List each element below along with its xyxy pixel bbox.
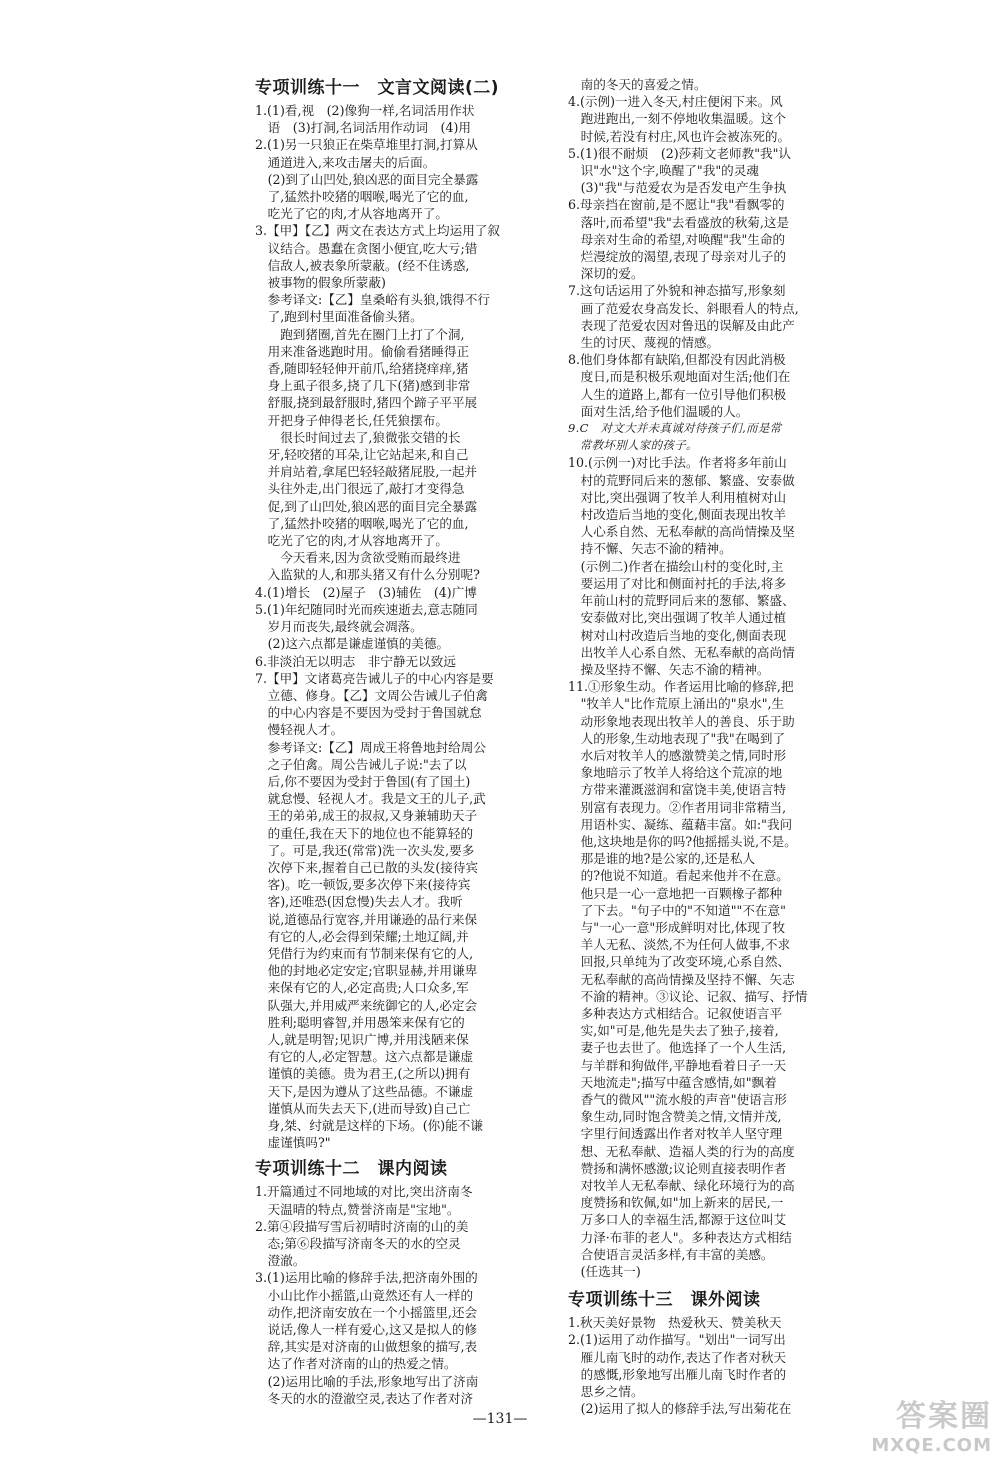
text-line: 10.(示例一)对比手法。作者将多年前山 bbox=[568, 455, 787, 471]
text-line: 了,跑到村里面准备偷头猪。 bbox=[255, 309, 423, 325]
text-line: 时候,若没有村庄,风也许会被冻死的。 bbox=[568, 128, 791, 144]
text-line: 11.①形象生动。作者运用比喻的修辞,把 bbox=[568, 679, 794, 695]
text-line: 水后对牧羊人的感激赞美之情,同时形 bbox=[568, 747, 787, 763]
text-line: 回报,只单纯为了改变环境,心系自然、 bbox=[568, 954, 791, 970]
text-line: 促,到了山凹处,狼凶恶的面目完全暴露 bbox=[255, 498, 478, 514]
text-line: 实,如"可是,他先是失去了独子,接着, bbox=[568, 1023, 779, 1039]
text-line: 不渝的精神。③议论、记叙、描写、抒情 bbox=[568, 988, 808, 1004]
text-line: 持不懈、矢志不渝的精神。 bbox=[568, 541, 732, 557]
text-line: 对比,突出强调了牧羊人利用植树对山 bbox=[568, 489, 787, 505]
text-line: 天温晴的特点,赞誉济南是"宝地"。 bbox=[255, 1201, 460, 1217]
text-line: 人生的道路上,都有一位引导他们积极 bbox=[568, 386, 787, 402]
text-line: 吃光了它的肉,才从容地离开了。 bbox=[255, 533, 448, 549]
text-line: 的?他说不知道。看起来他并不在意。 bbox=[568, 868, 789, 884]
text-line: 1.开篇通过不同地域的对比,突出济南冬 bbox=[255, 1184, 473, 1200]
text-line: 母亲对生命的希望,对唤醒"我"生命的 bbox=[568, 231, 786, 247]
text-line: 冬天的水的澄澈空灵,表达了作者对济 bbox=[255, 1390, 474, 1406]
text-line: 用语朴实、凝练、蕴藉丰富。如:"我问 bbox=[568, 816, 793, 832]
text-line: 羊人无私、淡然,不为任何人做事,不求 bbox=[568, 937, 791, 953]
text-line: 客)。吃一顿饭,要多次停下来(接待宾 bbox=[255, 877, 471, 893]
text-line: 度赞扬和钦佩,如"加上新来的居民,一 bbox=[568, 1195, 784, 1211]
text-line: 开把身子伸得老长,任凭狼摆布。 bbox=[255, 412, 448, 428]
text-line: 香气的微风""流水般的声音"使语言形 bbox=[568, 1091, 787, 1107]
text-line: 方带来灌溉滋润和富饶丰美,使语言特 bbox=[568, 782, 787, 798]
text-line: (示例二)作者在描绘山村的变化时,主 bbox=[568, 558, 784, 574]
text-line: 与"一心一意"形成鲜明对比,体现了牧 bbox=[568, 919, 786, 935]
text-line: 万多口人的幸福生活,都源于这位叫艾 bbox=[568, 1212, 787, 1228]
text-line: 香,随即轻轻伸开前爪,给猪挠痒痒,猪 bbox=[255, 361, 469, 377]
answer-9: 9.C 对文大并未真诚对待孩子们,而是常 bbox=[568, 421, 782, 436]
text-line: 牙,轻咬猪的耳朵,让它站起来,和自己 bbox=[255, 447, 469, 463]
text-line: 身上虱子很多,挠了几下(猪)感到非常 bbox=[255, 378, 471, 394]
text-line: 生的讨厌、蔑视的情感。 bbox=[568, 335, 720, 351]
text-line: 谨慎从而失去天下,(进而导致)自己亡 bbox=[255, 1100, 471, 1116]
text-line: 无私奉献的高尚情操及坚持不懈、矢志 bbox=[568, 971, 795, 987]
text-line: 说,道德品行宽容,并用谦逊的品行来保 bbox=[255, 911, 478, 927]
text-line: 态;第⑥段描写济南冬天的水的空灵 bbox=[255, 1236, 461, 1251]
text-line: 了,猛然扑咬猪的咽喉,喝光了它的血, bbox=[255, 189, 469, 205]
text-line: 参考译文:【乙】皇桑峪有头狼,饿得不行 bbox=[255, 292, 490, 308]
text-line: 2.(1)运用了动作描写。"划出"一词写出 bbox=[568, 1332, 786, 1348]
text-line: 立德、修身。【乙】文周公告诫儿子伯禽 bbox=[255, 687, 488, 703]
text-line: 与羊群和狗做伴,平静地看着日子一天 bbox=[568, 1057, 787, 1073]
text-line: 象生动,同时饱含赞美之情,文情并茂, bbox=[568, 1109, 782, 1125]
text-line: 操及坚持不懈、矢志不渝的精神。 bbox=[568, 661, 770, 677]
text-line: 识"水"这个字,唤醒了"我"的灵魂 bbox=[568, 163, 759, 179]
text-line: (2)运用了拟人的修辞手法,写出菊花在 bbox=[568, 1401, 792, 1417]
text-line: 岁月而丧失,最终就会凋落。 bbox=[255, 619, 423, 635]
text-line: 8.他们身体都有缺陷,但都没有因此消极 bbox=[568, 352, 786, 368]
text-line: 思乡之情。 bbox=[568, 1384, 644, 1400]
text-line: 谨慎的美德。贵为君王,(之所以)拥有 bbox=[255, 1066, 471, 1082]
text-line: 语 (3)打洞,名词活用作动词 (4)用 bbox=[255, 120, 471, 136]
text-line: 动形象地表现出牧羊人的善良、乐于助 bbox=[568, 713, 795, 729]
text-line: 来保有它的人,必定高贵;人口众多,军 bbox=[255, 980, 469, 996]
text-line: 动作,把济南安放在一个小摇篮里,还会 bbox=[255, 1304, 478, 1320]
text-line: 胜利;聪明睿智,并用愚笨来保有它的 bbox=[255, 1014, 465, 1030]
text-line: 树对山村改造后当地的变化,侧面表现 bbox=[568, 627, 787, 643]
text-line: 天下,是因为遵从了这些品德。不谦虚 bbox=[255, 1083, 474, 1099]
text-line: 6.非淡泊无以明志 非宁静无以致远 bbox=[255, 653, 456, 669]
text-line: 7.【甲】文诸葛亮告诫儿子的中心内容是要 bbox=[255, 670, 494, 686]
watermark-logo bbox=[792, 1391, 992, 1461]
text-line: 年前山村的荒野同后来的葱郁、繁盛、 bbox=[568, 593, 795, 609]
text-line: (2)运用比喻的手法,形象地写出了济南 bbox=[255, 1373, 479, 1389]
text-line: (3)"我"与范爱农为是否发电产生争执 bbox=[568, 180, 787, 196]
watermark-text-top: 答案圈 bbox=[896, 1399, 992, 1434]
text-line: 4.(示例)一进入冬天,村庄便闲下来。风 bbox=[568, 94, 783, 110]
text-line: 烂漫绽放的渴望,表现了母亲对儿子的 bbox=[568, 249, 787, 265]
text-line: 落叶,而希望"我"去看盛放的秋菊,这是 bbox=[568, 214, 790, 230]
text-line: 跑进跑出,一刻不停地收集温暖。这个 bbox=[568, 111, 787, 127]
text-line: 多种表达方式相结合。记叙使语言平 bbox=[568, 1005, 783, 1021]
text-line: 今天看来,因为贪欲受贿而最终进 bbox=[255, 550, 461, 566]
text-line: 他只是一心一意地把一百颗橡子都种 bbox=[568, 885, 783, 901]
text-line: 南的冬天的喜爱之情。 bbox=[568, 77, 707, 92]
answers-block-11 bbox=[255, 102, 540, 1151]
text-line: (任选其一) bbox=[568, 1264, 641, 1280]
text-line: 有它的人,必定智慧。这六点都是谦虚 bbox=[255, 1049, 474, 1065]
text-line: 被事物的假象所蒙蔽) bbox=[255, 275, 386, 291]
answers-block-12-tail bbox=[568, 454, 853, 1280]
text-line: 用来准备逃跑时用。偷偷看猪睡得正 bbox=[255, 343, 470, 359]
text-line: 妻子也去世了。他选择了一个人生活, bbox=[568, 1040, 787, 1056]
text-line: "牧羊人"比作荒原上涌出的"泉水",生 bbox=[568, 696, 785, 712]
text-line: 人,就是明智;见识广博,并用浅陋来保 bbox=[255, 1031, 469, 1047]
text-line: 表现了范爱农因对鲁迅的误解及由此产 bbox=[568, 317, 795, 333]
text-line: 他的封地必定安定;官职显赫,并用谦卑 bbox=[255, 963, 478, 979]
text-line: 后,你不要因为受封于鲁国(有了国土) bbox=[255, 773, 471, 789]
text-line: 字里行间透露出作者对牧羊人坚守理 bbox=[568, 1126, 783, 1142]
text-line: (2)这六点都是谦虚谨慎的美德。 bbox=[255, 636, 450, 652]
answers-block-12 bbox=[255, 1183, 540, 1407]
text-line: 之子伯禽。周公告诫儿子说:"去了以 bbox=[255, 756, 467, 772]
text-line: 力泽·布菲的老人"。多种表达方式相结 bbox=[568, 1229, 792, 1245]
text-line: 慢轻视人才。 bbox=[255, 722, 344, 738]
text-line: 那是谁的地?是公家的,还是私人 bbox=[568, 851, 756, 867]
text-line: 很长时间过去了,狼微张交错的长 bbox=[255, 429, 461, 445]
text-line: 队强大,并用威严来统御它的人,必定会 bbox=[255, 997, 478, 1013]
text-line: 想、无私奉献、造福人类的行为的高度 bbox=[568, 1143, 795, 1159]
section-heading-13: 专项训练十三 课外阅读 bbox=[568, 1290, 761, 1311]
text-line: 1.(1)看,视 (2)像狗一样,名词活用作状 bbox=[255, 103, 475, 118]
text-line: 度日,而是积极乐观地面对生活;他们在 bbox=[568, 369, 791, 385]
text-line: 身,桀、纣就是这样的下场。(你)能不谦 bbox=[255, 1117, 483, 1133]
text-line: 要运用了对比和侧面衬托的手法,将多 bbox=[568, 575, 787, 591]
text-line: 画了范爱农身高发长、斜眼看人的特点, bbox=[568, 300, 799, 316]
text-line: 头往外走,出门很远了,敲打才变得急 bbox=[255, 481, 465, 497]
text-line: 5.(1)很不耐烦 (2)莎莉文老师教"我"认 bbox=[568, 145, 791, 161]
text-line: 达了作者对济南的山的热爱之情。 bbox=[255, 1356, 457, 1372]
text-line: 1.秋天美好景物 热爱秋天、赞美秋天 bbox=[568, 1315, 782, 1331]
text-line: 人的形象,生动地表现了"我"在喝到了 bbox=[568, 730, 786, 746]
text-line: 王的弟弟,成王的叔叔,又身兼辅助天子 bbox=[255, 808, 478, 824]
text-line: 通道进入,来攻击屠夫的后面。 bbox=[255, 154, 436, 170]
text-line: 6.母亲挡在窗前,是不愿让"我"看飘零的 bbox=[568, 197, 785, 213]
text-line: 的重任,我在天下的地位也不能算轻的 bbox=[255, 825, 474, 841]
text-line: 2.(1)另一只狼正在柴草堆里打洞,打算从 bbox=[255, 137, 478, 153]
text-line: 7.这句话运用了外貌和神态描写,形象刻 bbox=[568, 283, 786, 299]
text-line: 人心系自然、无私奉献的高尚情操及坚 bbox=[568, 524, 795, 540]
page-number: —131— bbox=[472, 1411, 528, 1427]
text-line: 了,猛然扑咬猪的咽喉,喝光了它的血, bbox=[255, 515, 469, 531]
watermark-text-bottom: MXQE.COM bbox=[871, 1435, 992, 1456]
text-line: 澄澈。 bbox=[255, 1253, 306, 1269]
text-line: 就怠慢、轻视人才。我是文王的儿子,武 bbox=[255, 791, 486, 807]
text-line: 村改造后当地的变化,侧面表现出牧羊 bbox=[568, 507, 787, 523]
text-line: 雁儿南飞时的动作,表达了作者对秋天 bbox=[568, 1349, 787, 1365]
text-line: 赞扬和满怀感激;议论则直接表明作者 bbox=[568, 1160, 787, 1176]
text-line: 合使语言灵活多样,有丰富的美感。 bbox=[568, 1246, 774, 1262]
left-column bbox=[255, 76, 540, 1407]
text-line: 4.(1)增长 (2)屋子 (3)辅佐 (4)广博 bbox=[255, 584, 477, 600]
text-line: 辞,其实是对济南的山做想象的描写,表 bbox=[255, 1339, 478, 1355]
text-line: 别富有表现力。②作者用词非常精当, bbox=[568, 799, 787, 815]
text-line: 有它的人,必会得到荣耀;土地辽阔,并 bbox=[255, 928, 469, 944]
text-line: 小山比作小摇篮,山竟然还有人一样的 bbox=[255, 1287, 474, 1303]
section-heading-11: 专项训练十一 文言文阅读(二) bbox=[255, 78, 500, 98]
text-line: 次停下来,握着自己已散的头发(接待宾 bbox=[255, 859, 479, 875]
text-line: 虚谨慎吗?" bbox=[255, 1135, 331, 1151]
text-line: 出牧羊人心系自然、无私奉献的高尚情 bbox=[568, 644, 795, 660]
section-heading-12: 专项训练十二 课内阅读 bbox=[255, 1159, 448, 1180]
text-line: 5.(1)年纪随同时光而疾速逝去,意志随同 bbox=[255, 601, 478, 617]
text-line: 舒服,挠到最舒服时,猪四个蹄子平平展 bbox=[255, 395, 478, 411]
text-line: 3.【甲】【乙】两文在表达方式上均运用了叙 bbox=[255, 223, 500, 239]
right-column bbox=[568, 76, 853, 1417]
text-line: 客),还唯恐(因怠慢)失去人才。我听 bbox=[255, 894, 463, 910]
text-line: 天地流走";描写中蕴含感情,如"飘着 bbox=[568, 1074, 777, 1090]
text-line: 了下去。"句子中的"不知道""不在意" bbox=[568, 902, 786, 918]
text-line: 的感慨,形象地写出雁儿南飞时作者的 bbox=[568, 1366, 787, 1382]
text-line: 象地暗示了牧羊人将给这个荒凉的地 bbox=[568, 765, 783, 781]
text-line: (2)到了山凹处,狼凶恶的面目完全暴露 bbox=[255, 171, 479, 187]
text-line: 议结合。愚蠢在贪图小便宜,吃大亏;错 bbox=[255, 240, 478, 256]
text-line: 对牧羊人无私奉献、绿化环境行为的高 bbox=[568, 1178, 795, 1193]
text-line: 安泰做对比,突出强调了牧羊人通过植 bbox=[568, 610, 787, 626]
text-line: 了。可是,我还(常常)洗一次头发,要多 bbox=[255, 842, 475, 858]
text-line: 他,这块地是你的吗?他摇摇头说,不是。 bbox=[568, 833, 797, 849]
text-line: 村的荒野同后来的葱郁、繁盛、安泰做 bbox=[568, 472, 795, 488]
text-line: 凭借行为约束而有节制来保有它的人, bbox=[255, 945, 474, 961]
text-line: 参考译文:【乙】周成王将鲁地封给周公 bbox=[255, 739, 486, 755]
text-line: 说话,像人一样有爱心,这又是拟人的修 bbox=[255, 1322, 478, 1338]
text-line: 入监狱的人,和那头猪又有什么分别呢? bbox=[255, 567, 480, 583]
text-line: 2.第④段描写雪后初晴时济南的山的美 bbox=[255, 1218, 469, 1234]
text-line: 并肩站着,拿尾巴轻轻敲猪屁股,一起并 bbox=[255, 464, 478, 480]
text-line: 面对生活,给予他们温暖的人。 bbox=[568, 403, 749, 419]
text-line: 吃光了它的肉,才从容地离开了。 bbox=[255, 206, 448, 222]
text-line: 深切的爱。 bbox=[568, 266, 644, 282]
text-line: 3.(1)运用比喻的修辞手法,把济南外围的 bbox=[255, 1270, 478, 1286]
text-line: 的中心内容是不要因为受封于鲁国就怠 bbox=[255, 705, 482, 721]
text-line: 信敌人,被表象所蒙蔽。(经不住诱惑, bbox=[255, 257, 470, 273]
answers-block-12-continued bbox=[568, 76, 853, 420]
text-line: 跑到猪圈,首先在圈门上打了个洞, bbox=[255, 326, 465, 342]
answer-9-cont: 常教坏别人家的孩子。 bbox=[568, 438, 698, 453]
